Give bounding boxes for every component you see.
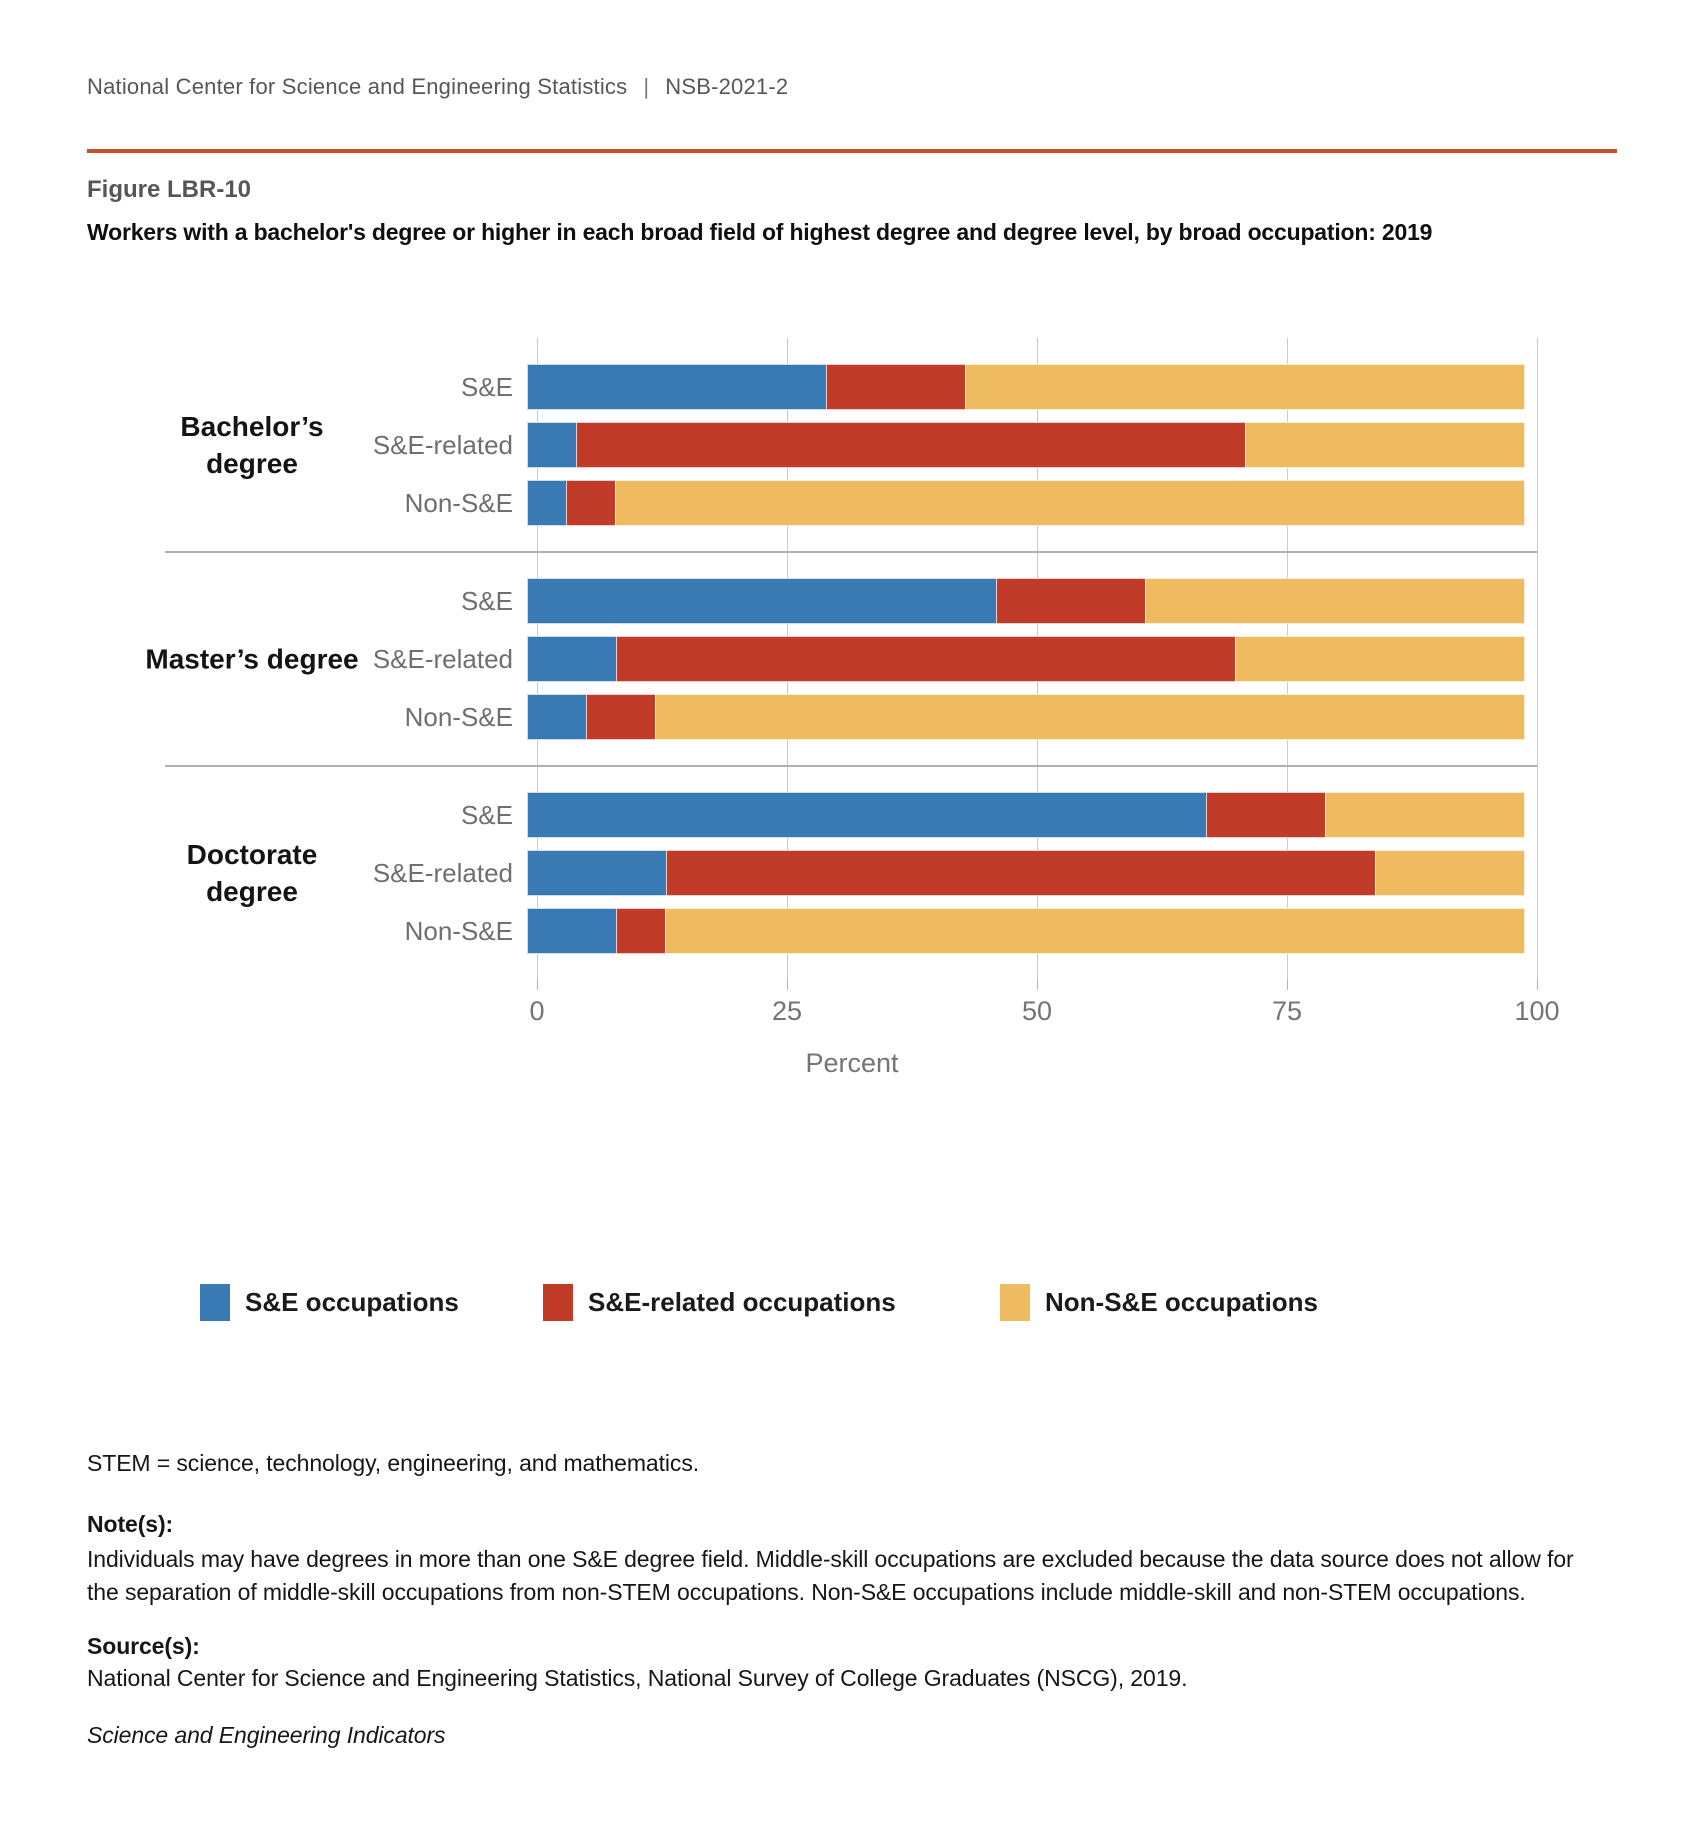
row-label: Non-S&E [404,915,513,946]
row-label: Non-S&E [404,487,513,518]
x-axis-tick [1287,980,1288,990]
stacked-bar [527,578,1527,624]
figure-title: Workers with a bachelor's degree or higher in each broad field of highest degree and degree level, by broad occupation: 2019 [87,219,1433,245]
stacked-bar [527,850,1527,896]
header-divider: | [643,74,650,99]
bar-row [87,902,1617,960]
degree-group [87,552,1617,766]
stacked-bar-chart [87,338,1617,1079]
bar-segment-se[interactable] [527,850,667,896]
legend-label-non-se: Non-S&E occupations [1045,1286,1319,1317]
bar-segment-non-se[interactable] [1145,578,1525,624]
bar-row [87,688,1617,746]
bar-row [87,474,1617,532]
row-label: S&E-related [372,643,513,674]
bar-segment-se-related[interactable] [1206,792,1326,838]
bar-segment-se-related[interactable] [616,908,666,954]
x-tick-label: 75 [1271,996,1303,1026]
stacked-bar [527,792,1527,838]
x-axis-tick [537,980,538,990]
bar-segment-se[interactable] [527,694,587,740]
legend-swatch-se-related [543,1284,573,1321]
x-axis-tick [1037,980,1038,990]
bar-segment-se-related[interactable] [576,422,1246,468]
group-separator [165,551,1537,553]
sources-text: National Center for Science and Engineering Statistics, National Survey of College Graduates (NSCG), 2019. [87,1665,1188,1691]
legend-swatch-non-se [1000,1284,1030,1321]
report-code: NSB-2021-2 [665,74,789,99]
group-separator [165,765,1537,767]
x-tick-label: 0 [529,996,545,1026]
bar-segment-se-related[interactable] [616,636,1236,682]
bar-segment-se[interactable] [527,364,827,410]
row-label: S&E-related [372,857,513,888]
bar-segment-non-se[interactable] [655,694,1525,740]
legend-swatch-se [200,1284,230,1321]
stacked-bar [527,694,1527,740]
bar-segment-non-se[interactable] [1235,636,1525,682]
x-axis-tick [787,980,788,990]
group-label-line: Doctorate [186,839,318,870]
x-tick-label: 100 [1514,996,1560,1026]
group-label-line: Master’s degree [145,643,359,675]
header-rule [87,149,1617,153]
x-axis-ticks [87,980,1617,990]
stem-definition: STEM = science, technology, engineering, and mathematics. [87,1450,700,1476]
bar-row [87,572,1617,630]
stacked-bar [527,364,1527,410]
x-axis-labels [87,996,1617,1030]
group-label-line: Bachelor’s [180,411,324,442]
stacked-bar [527,480,1527,526]
bar-segment-se-related[interactable] [996,578,1146,624]
sources-heading: Source(s): [87,1633,200,1659]
row-label: S&E [460,585,513,616]
stacked-bar [527,422,1527,468]
x-tick-label: 50 [1021,996,1053,1026]
bar-row [87,630,1617,688]
degree-group [87,766,1617,980]
bar-segment-se[interactable] [527,422,577,468]
notes-heading: Note(s): [87,1511,174,1537]
bar-row [87,358,1617,416]
legend-label-se: S&E occupations [245,1286,459,1317]
bar-segment-se-related[interactable] [586,694,656,740]
page-header [87,74,788,100]
stacked-bar [527,636,1527,682]
bar-segment-non-se[interactable] [1245,422,1525,468]
bar-segment-non-se[interactable] [615,480,1525,526]
legend-item-non-se[interactable] [1000,1278,1318,1326]
bar-segment-se-related[interactable] [666,850,1376,896]
bar-segment-se[interactable] [527,636,617,682]
org-name: National Center for Science and Engineering Statistics [87,74,628,99]
bar-segment-non-se[interactable] [665,908,1525,954]
bar-segment-se-related[interactable] [566,480,616,526]
bar-segment-non-se[interactable] [1375,850,1525,896]
legend-item-se-related[interactable] [543,1278,896,1326]
legend-label-se-related: S&E-related occupations [588,1286,896,1317]
bar-segment-se[interactable] [527,480,567,526]
bar-segment-se[interactable] [527,578,997,624]
notes-text: Individuals may have degrees in more than one S&E degree field. Middle-skill occupations are excluded because the data source does not allow for the separation of middle-skill occupations from non-STEM occupations. Non-S&E occupations include middle-skill and non-STEM occupations. [87,1546,1574,1605]
figure-label: Figure LBR-10 [87,176,252,203]
stacked-bar [527,908,1527,954]
bar-row [87,416,1617,474]
row-label: S&E-related [372,429,513,460]
x-tick-label: 25 [771,996,803,1026]
group-label-line: degree [206,448,298,479]
group-label-line: degree [206,876,298,907]
row-label: S&E [460,799,513,830]
bar-row [87,844,1617,902]
publication-name: Science and Engineering Indicators [87,1722,446,1748]
degree-group [87,338,1617,552]
bar-segment-non-se[interactable] [1325,792,1525,838]
row-label: Non-S&E [404,701,513,732]
bar-segment-non-se[interactable] [965,364,1525,410]
bar-segment-se-related[interactable] [826,364,966,410]
bar-row [87,786,1617,844]
x-axis-title: Percent [805,1048,899,1078]
x-axis-tick [1537,980,1538,990]
chart-plot-area [87,338,1617,980]
chart-legend [87,1278,1617,1326]
bar-segment-se[interactable] [527,792,1207,838]
bar-segment-se[interactable] [527,908,617,954]
row-label: S&E [460,371,513,402]
legend-item-se[interactable] [200,1278,459,1326]
